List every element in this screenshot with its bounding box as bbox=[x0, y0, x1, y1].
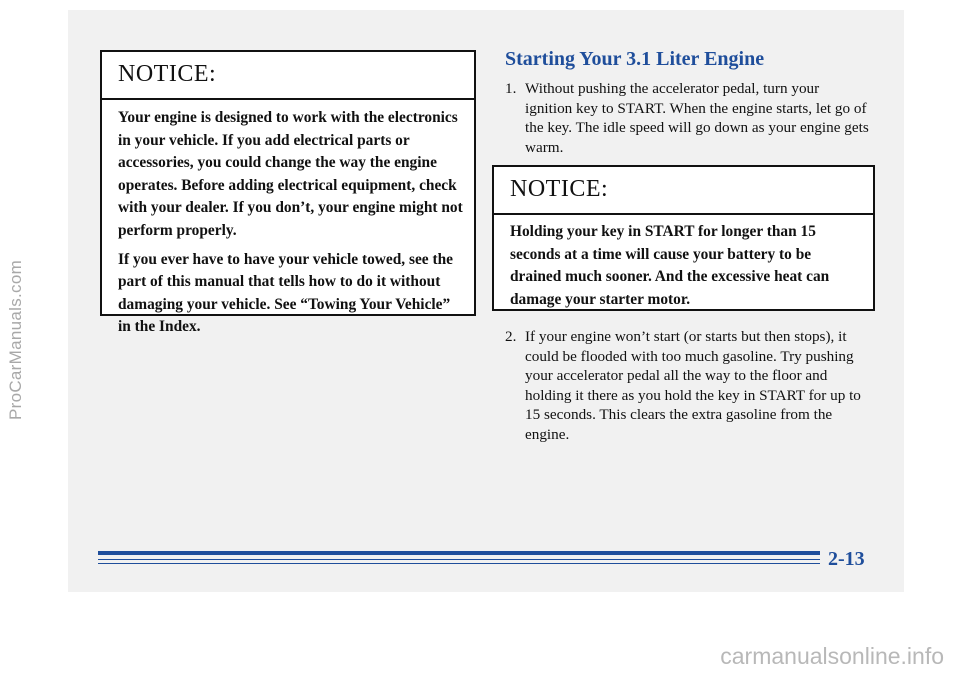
page-number: 2-13 bbox=[828, 548, 865, 570]
notice-heading: NOTICE: bbox=[510, 176, 609, 202]
notice-box-right-body bbox=[510, 221, 862, 317]
notice-paragraph: Holding your key in START for longer than 15 seconds at a time will cause your battery to be drained much sooner. And the excessive heat can damage your starter motor. bbox=[510, 223, 830, 308]
notice-box-left bbox=[100, 50, 476, 336]
notice-heading: NOTICE: bbox=[118, 61, 217, 87]
step-number: 1. bbox=[505, 80, 517, 97]
notice-box-right bbox=[492, 165, 875, 311]
step-text: If your engine won’t start (or starts but then stops), it could be flooded with too much gasoline. Try pushing your accelerator pedal all the way to the floor and holding it there as you hold the key in START for up to 15 seconds. This clears the extra gasoline from the engine. bbox=[525, 328, 861, 443]
footer-rule-thin bbox=[98, 559, 820, 560]
section-title: Starting Your 3.1 Liter Engine bbox=[505, 48, 765, 70]
notice-box-left-body bbox=[118, 107, 464, 345]
notice-box-right-header bbox=[494, 167, 873, 215]
notice-box-left-header bbox=[102, 52, 474, 100]
step-text: Without pushing the accelerator pedal, turn your ignition key to START. When the engine starts, let go of the key. The idle speed will go down as your engine gets warm. bbox=[525, 80, 869, 156]
step-number: 2. bbox=[505, 328, 517, 345]
notice-paragraph: Your engine is designed to work with the electronics in your vehicle. If you add electrical parts or accessories, you could change the way the engine operates. Before adding electrical equipment, check with your dealer. If you don’t, your engine might not perform properly. bbox=[118, 109, 463, 239]
bottom-watermark: carmanualsonline.info bbox=[720, 643, 944, 669]
side-watermark: ProCarManuals.com bbox=[6, 259, 25, 420]
footer-rule-thin bbox=[98, 563, 820, 564]
footer-rule-thick bbox=[98, 551, 820, 555]
notice-paragraph: If you ever have to have your vehicle towed, see the part of this manual that tells how to do it without damaging your vehicle. See “Towing Your Vehicle” in the Index. bbox=[118, 250, 453, 336]
